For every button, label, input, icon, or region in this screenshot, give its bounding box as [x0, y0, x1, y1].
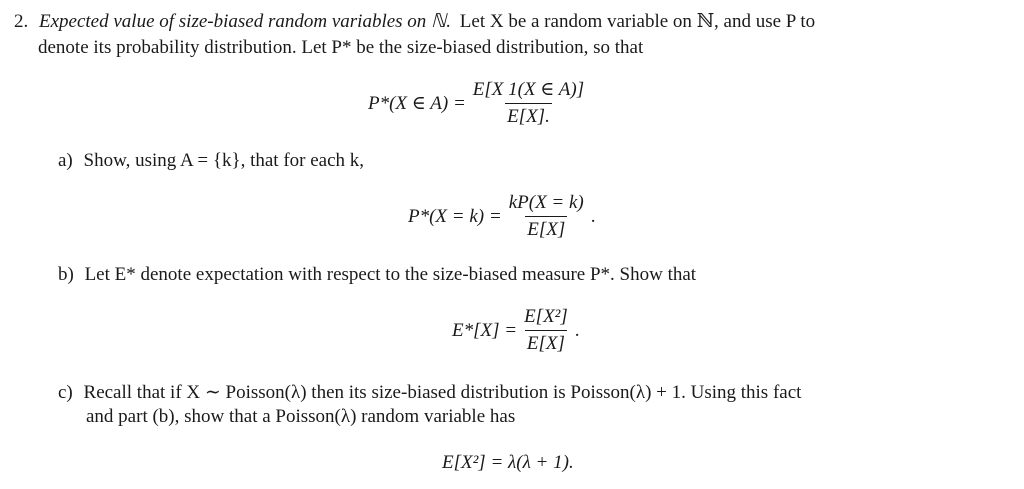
fraction [507, 192, 586, 241]
part-a-label: a) [58, 150, 73, 171]
problem-intro-line1: Let X be a random variable on ℕ, and use P to [459, 11, 816, 32]
equation-lhs: P*(X ∈ A) = [368, 92, 466, 114]
problem-number: 2. [14, 11, 29, 32]
part-a-text: Show, using A = {k}, that for each k, [83, 150, 365, 171]
fraction-numerator: E[X²] [524, 306, 568, 327]
part-c-line2: and part (b), show that a Poisson(λ) random variable has [86, 406, 516, 427]
problem-intro-line2: denote its probability distribution. Let P* be the size-biased distribution, so that [38, 37, 644, 58]
equation-lhs: P*(X = k) = [408, 205, 502, 227]
fraction-denominator: E[X] [525, 216, 567, 241]
fraction-numerator: kP(X = k) [508, 192, 584, 213]
equation-period: . [574, 319, 580, 341]
fraction-denominator: E[X] [525, 330, 567, 355]
fraction [522, 306, 570, 355]
equation-part-b [450, 306, 582, 355]
equation-size-biased-definition [366, 78, 589, 128]
problem-title: Expected value of size-biased random variables on ℕ. [39, 11, 452, 32]
equation-part-a [406, 192, 598, 241]
fraction-denominator: E[X]. [505, 103, 552, 128]
fraction-numerator: E[X 1(X ∈ A)] [472, 79, 585, 100]
equation-period: . [590, 205, 596, 227]
part-a-text-line [58, 150, 364, 172]
part-c-label: c) [58, 382, 73, 403]
part-b-text: Let E* denote expectation with respect to the size-biased measure P*. Show that [84, 264, 697, 285]
part-b-label: b) [58, 264, 74, 285]
fraction [471, 78, 586, 128]
equation-lhs: E*[X] = [452, 319, 518, 341]
part-b-text-line [58, 264, 696, 286]
equation-part-c: E[X²] = λ(λ + 1). [442, 452, 574, 473]
problem-header-line1 [14, 10, 815, 33]
part-c-line1: Recall that if X ∼ Poisson(λ) then its size-biased distribution is Poisson(λ) + 1. Using this fact [83, 382, 802, 403]
part-c-text-line1 [58, 381, 801, 404]
